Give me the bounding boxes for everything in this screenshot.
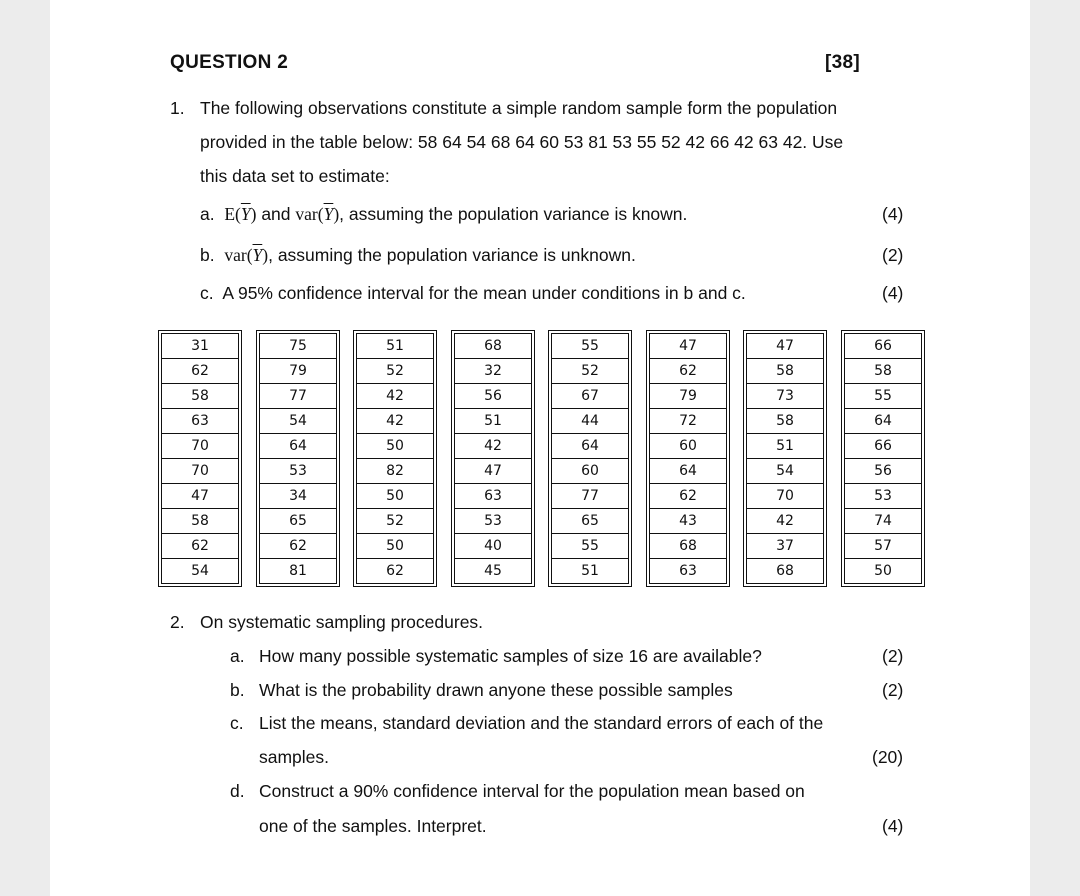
q1-line-3: this data set to estimate: xyxy=(200,166,390,186)
table-cell: 58 xyxy=(162,384,239,409)
table-cell: 70 xyxy=(162,434,239,459)
table-column-5 xyxy=(551,333,629,584)
q2a-letter: a. xyxy=(230,646,245,666)
table-cell: 53 xyxy=(260,459,337,484)
q2b-marks: (2) xyxy=(882,680,904,700)
table-cell: 62 xyxy=(650,359,727,384)
table-cell: 64 xyxy=(260,434,337,459)
table-cell: 51 xyxy=(552,559,629,584)
table-cell: 52 xyxy=(357,509,434,534)
table-cell: 63 xyxy=(650,559,727,584)
table-cell: 58 xyxy=(747,409,824,434)
q2d-line-1: Construct a 90% confidence interval for the population mean based on xyxy=(259,781,805,801)
table-cell: 43 xyxy=(650,509,727,534)
table-cell: 34 xyxy=(260,484,337,509)
q1b-item xyxy=(200,245,636,266)
table-cell: 75 xyxy=(260,334,337,359)
table-cell: 50 xyxy=(357,484,434,509)
table-cell: 66 xyxy=(845,334,922,359)
table-cell: 55 xyxy=(845,384,922,409)
table-cell: 52 xyxy=(357,359,434,384)
table-column-6 xyxy=(649,333,727,584)
q2d-line-2: one of the samples. Interpret. xyxy=(259,816,487,836)
table-cell: 44 xyxy=(552,409,629,434)
q1c-letter: c. xyxy=(200,283,214,303)
q1c-text: A 95% confidence interval for the mean under conditions in b and c. xyxy=(222,283,746,303)
q2d-marks: (4) xyxy=(882,816,904,836)
q1c-marks: (4) xyxy=(882,283,904,303)
table-cell: 72 xyxy=(650,409,727,434)
table-column-8 xyxy=(844,333,922,584)
table-cell: 42 xyxy=(455,434,532,459)
q2b-letter: b. xyxy=(230,680,245,700)
table-cell: 50 xyxy=(357,534,434,559)
document-page xyxy=(50,0,1030,896)
q1a-and: and xyxy=(261,204,291,224)
table-cell: 58 xyxy=(162,509,239,534)
q1a-text: , assuming the population variance is known. xyxy=(339,204,688,224)
table-cell: 53 xyxy=(845,484,922,509)
table-cell: 68 xyxy=(455,334,532,359)
table-cell: 68 xyxy=(747,559,824,584)
table-cell: 55 xyxy=(552,534,629,559)
table-cell: 31 xyxy=(162,334,239,359)
table-cell: 42 xyxy=(357,409,434,434)
q2c-marks: (20) xyxy=(872,747,904,767)
table-cell: 64 xyxy=(845,409,922,434)
table-column-7 xyxy=(746,333,824,584)
table-cell: 60 xyxy=(650,434,727,459)
table-cell: 32 xyxy=(455,359,532,384)
q1b-marks: (2) xyxy=(882,245,904,265)
table-cell: 42 xyxy=(357,384,434,409)
table-cell: 62 xyxy=(650,484,727,509)
table-cell: 50 xyxy=(845,559,922,584)
q1a-expectation: $E(\overline{Y})$ xyxy=(224,204,257,224)
total-marks: [38] xyxy=(825,52,860,73)
table-cell: 45 xyxy=(455,559,532,584)
table-cell: 50 xyxy=(357,434,434,459)
table-cell: 56 xyxy=(845,459,922,484)
table-cell: 70 xyxy=(162,459,239,484)
table-cell: 63 xyxy=(455,484,532,509)
q2c-line-2: samples. xyxy=(259,747,330,767)
table-cell: 51 xyxy=(747,434,824,459)
q1b-text: , assuming the population variance is unknown. xyxy=(268,245,636,265)
table-cell: 51 xyxy=(455,409,532,434)
table-cell: 64 xyxy=(552,434,629,459)
table-cell: 53 xyxy=(455,509,532,534)
table-cell: 79 xyxy=(650,384,727,409)
table-cell: 37 xyxy=(747,534,824,559)
table-column-1 xyxy=(161,333,239,584)
table-column-2 xyxy=(259,333,337,584)
table-cell: 47 xyxy=(747,334,824,359)
table-cell: 62 xyxy=(162,359,239,384)
q2d-letter: d. xyxy=(230,781,245,801)
table-cell: 47 xyxy=(162,484,239,509)
q1c-item xyxy=(200,283,746,304)
q1-line-1: The following observations constitute a simple random sample form the population xyxy=(200,98,838,118)
table-cell: 77 xyxy=(552,484,629,509)
table-column-4 xyxy=(454,333,532,584)
table-cell: 54 xyxy=(260,409,337,434)
table-cell: 62 xyxy=(162,534,239,559)
q2a-text: How many possible systematic samples of size 16 are available? xyxy=(259,646,762,666)
q2b-text: What is the probability drawn anyone these possible samples xyxy=(259,680,733,700)
q2-intro: On systematic sampling procedures. xyxy=(200,612,484,632)
q1a-letter: a. xyxy=(200,204,215,224)
table-cell: 77 xyxy=(260,384,337,409)
table-cell: 52 xyxy=(552,359,629,384)
table-cell: 67 xyxy=(552,384,629,409)
table-cell: 54 xyxy=(162,559,239,584)
table-cell: 60 xyxy=(552,459,629,484)
q2c-letter: c. xyxy=(230,713,244,733)
q1a-marks: (4) xyxy=(882,204,904,224)
table-cell: 81 xyxy=(260,559,337,584)
table-cell: 47 xyxy=(650,334,727,359)
table-cell: 74 xyxy=(845,509,922,534)
table-column-3 xyxy=(356,333,434,584)
table-cell: 64 xyxy=(650,459,727,484)
table-cell: 70 xyxy=(747,484,824,509)
q1a-item xyxy=(200,204,687,225)
table-cell: 51 xyxy=(357,334,434,359)
table-cell: 42 xyxy=(747,509,824,534)
table-cell: 62 xyxy=(357,559,434,584)
q1-line-2: provided in the table below: 58 64 54 68 64 60 53 81 53 55 52 42 66 42 63 42. Use xyxy=(200,132,844,152)
q2-number: 2. xyxy=(170,612,185,632)
q1-number: 1. xyxy=(170,98,185,118)
table-cell: 58 xyxy=(747,359,824,384)
table-cell: 73 xyxy=(747,384,824,409)
q2c-line-1: List the means, standard deviation and the standard errors of each of the xyxy=(259,713,824,733)
table-cell: 82 xyxy=(357,459,434,484)
table-cell: 40 xyxy=(455,534,532,559)
table-cell: 56 xyxy=(455,384,532,409)
table-cell: 65 xyxy=(260,509,337,534)
table-cell: 65 xyxy=(552,509,629,534)
q1b-variance: $var(\overline{Y})$ xyxy=(224,245,269,265)
question-title: QUESTION 2 xyxy=(170,52,289,73)
table-cell: 54 xyxy=(747,459,824,484)
table-cell: 63 xyxy=(162,409,239,434)
table-cell: 79 xyxy=(260,359,337,384)
table-cell: 57 xyxy=(845,534,922,559)
q2a-marks: (2) xyxy=(882,646,904,666)
table-cell: 66 xyxy=(845,434,922,459)
q1b-letter: b. xyxy=(200,245,215,265)
table-cell: 47 xyxy=(455,459,532,484)
table-cell: 68 xyxy=(650,534,727,559)
table-cell: 58 xyxy=(845,359,922,384)
q1a-variance: $var(\overline{Y})$ xyxy=(295,204,340,224)
table-cell: 55 xyxy=(552,334,629,359)
table-cell: 62 xyxy=(260,534,337,559)
